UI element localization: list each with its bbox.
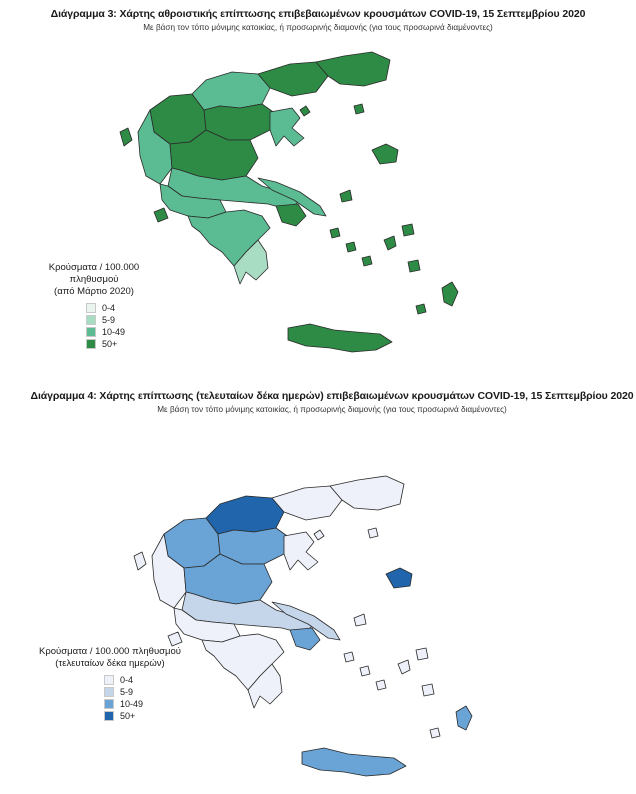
map1-legend-item: [86, 338, 164, 350]
island-7: [354, 614, 366, 626]
island-2: [346, 242, 356, 252]
island-8: [416, 304, 426, 314]
map1-legend-item: [86, 326, 164, 338]
map2-legend-item: [104, 674, 198, 686]
island-1: [330, 228, 340, 238]
island-9: [314, 530, 324, 540]
region-chalkidiki: [270, 108, 304, 146]
legend-swatch: [86, 327, 96, 337]
legend-label: 50+: [120, 711, 136, 721]
island-4: [384, 236, 396, 250]
map2-legend: [22, 646, 198, 722]
legend-label: 50+: [102, 339, 118, 349]
map1-subtitle: Με βάση τον τόπο μόνιμης κατοικίας, ή προσωρινής διαμονής (για τους προσωρινά διαμένοντες): [143, 23, 493, 32]
island-2: [360, 666, 370, 676]
region-attica: [276, 204, 306, 226]
legend-swatch: [86, 303, 96, 313]
island-10: [354, 104, 364, 114]
map1-legend-item: [86, 302, 164, 314]
map1-legend-item: [86, 314, 164, 326]
island-6: [408, 260, 420, 272]
legend-swatch: [86, 339, 96, 349]
region-lesvos: [386, 568, 412, 588]
island-3: [376, 680, 386, 690]
legend-swatch: [104, 675, 114, 685]
legend-label: 5-9: [120, 687, 134, 697]
map2-legend-item: [104, 710, 198, 722]
legend-label: 0-4: [102, 303, 116, 313]
legend-swatch: [86, 315, 96, 325]
map1-legend: [24, 262, 164, 350]
legend-swatch: [104, 687, 114, 697]
legend-swatch: [104, 699, 114, 709]
island-1: [344, 652, 354, 662]
map1-title: Διάγραμμα 3: Χάρτης αθροιστικής επίπτωσης επιβεβαιωμένων κρουσμάτων COVID-19, 15 Σεπτεμβρίου 2020: [50, 8, 586, 20]
island-8: [430, 728, 440, 738]
region-rhodes: [442, 282, 458, 306]
region-thrace: [316, 52, 390, 86]
island-5: [416, 648, 428, 660]
region-ionian-corfu: [120, 128, 132, 146]
map1-legend-title-line2: (από Μάρτιο 2020): [54, 286, 134, 297]
island-3: [362, 256, 372, 266]
map1-legend-title-line1: Κρούσματα / 100.000 πληθυσμού: [48, 262, 140, 285]
region-crete: [288, 324, 392, 352]
legend-label: 10-49: [102, 327, 126, 337]
region-ionian-kefalonia: [154, 208, 168, 222]
island-5: [402, 224, 414, 236]
region-chalkidiki: [284, 532, 318, 570]
legend-swatch: [104, 711, 114, 721]
region-crete: [302, 748, 406, 776]
map2-legend-item: [104, 686, 198, 698]
ten-day-incidence-panel: [0, 384, 636, 794]
map2-title: Διάγραμμα 4: Χάρτης επίπτωσης (τελευταίων δέκα ημερών) επιβεβαιωμένων κρουσμάτων COVID-19, 15 Σεπτεμβρίου 2020: [30, 390, 634, 402]
legend-label: 10-49: [120, 699, 144, 709]
map2-subtitle: Με βάση τον τόπο μόνιμης κατοικίας, ή προσωρινής διαμονής (για τους προσωρινά διαμένοντες): [157, 405, 507, 414]
map2-legend-title-line2: (τελευταίων δέκα ημερών): [55, 658, 165, 669]
island-9: [300, 106, 310, 116]
legend-label: 0-4: [120, 675, 134, 685]
island-7: [340, 190, 352, 202]
island-10: [368, 528, 378, 538]
island-4: [398, 660, 410, 674]
region-thrace: [330, 476, 404, 510]
cumulative-incidence-panel: [0, 0, 636, 380]
map2-legend-title-line1: Κρούσματα / 100.000 πληθυσμού: [39, 646, 181, 657]
map2-legend-item: [104, 698, 198, 710]
island-6: [422, 684, 434, 696]
region-ionian-corfu: [134, 552, 146, 570]
region-lesvos: [372, 144, 398, 164]
region-attica: [290, 628, 320, 650]
map2-greece-choropleth: [0, 384, 636, 794]
region-rhodes: [456, 706, 472, 730]
legend-label: 5-9: [102, 315, 116, 325]
region-ionian-kefalonia: [168, 632, 182, 646]
